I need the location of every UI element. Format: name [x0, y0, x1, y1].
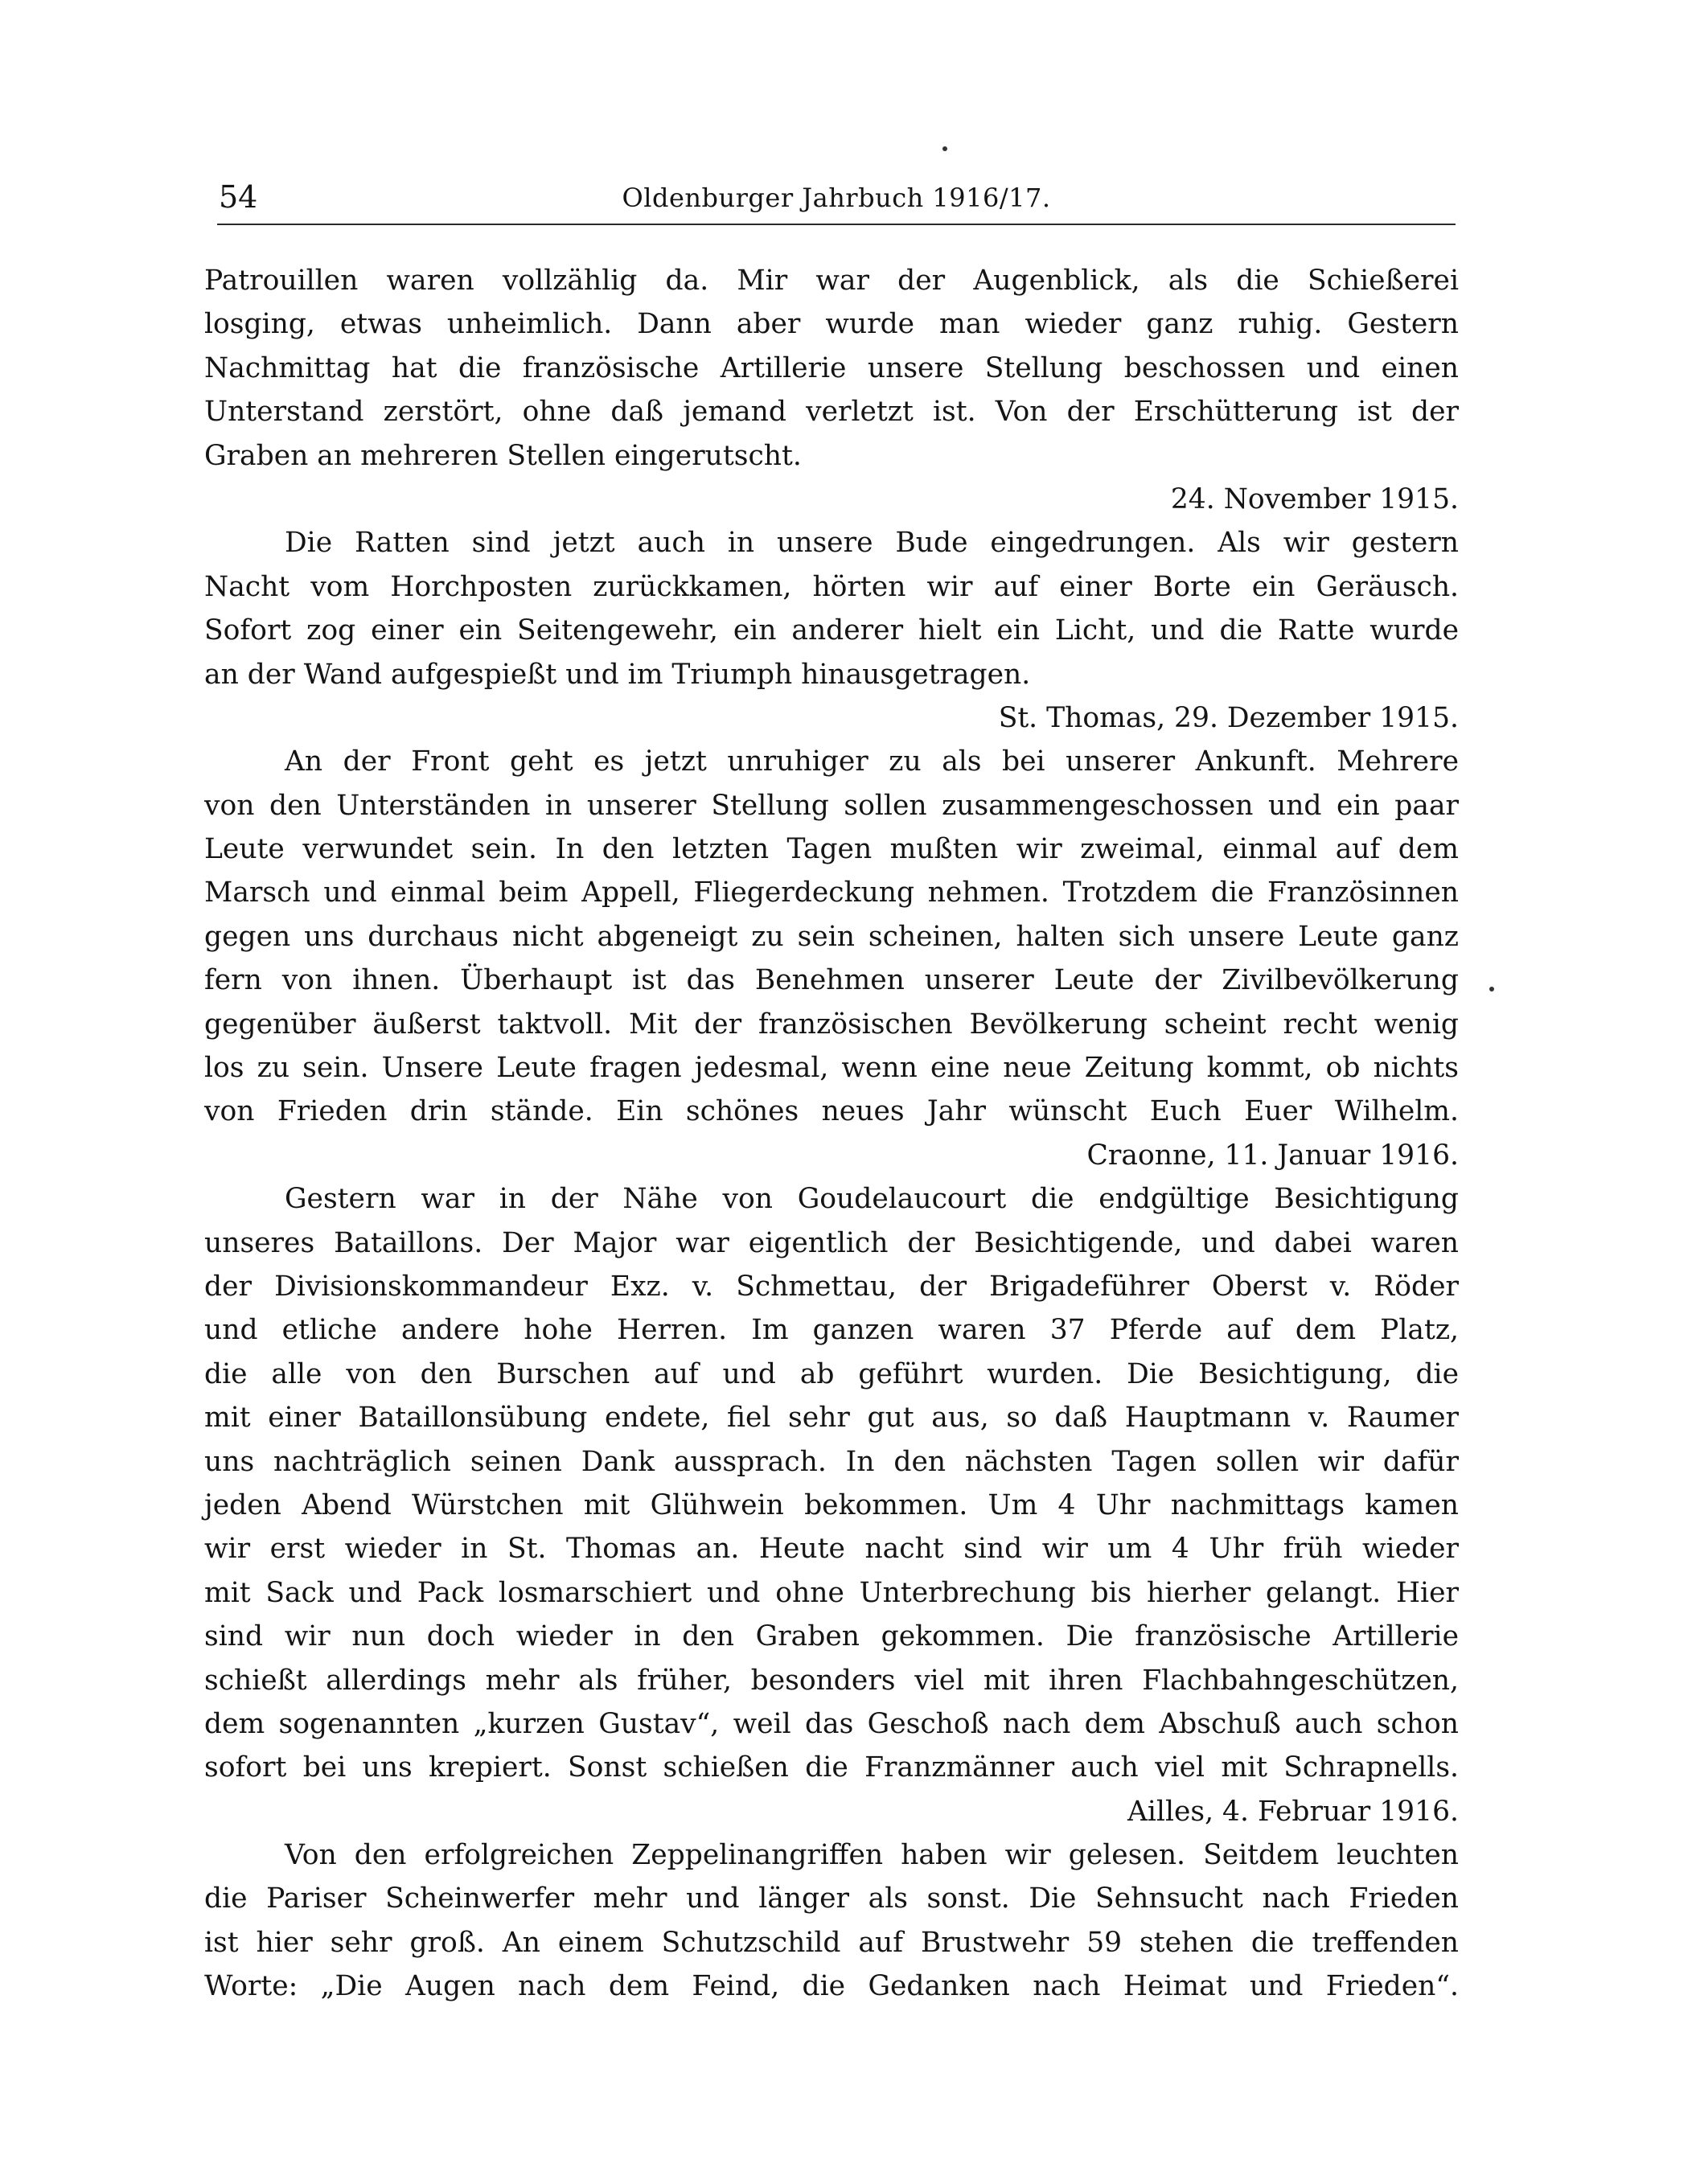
text-line: Unterstand zerstört, ohne daß jemand verletzt ist. Von der Erschütterung ist der	[204, 396, 1459, 429]
text-line: schießt allerdings mehr als früher, besonders viel mit ihren Flachbahngeschützen,	[204, 1664, 1459, 1697]
text-line: fern von ihnen. Überhaupt ist das Benehmen unserer Leute der Zivilbevölkerung	[204, 964, 1459, 997]
text-line: sofort bei uns krepiert. Sonst schießen die Franzmänner auch viel mit Schrapnells.	[204, 1751, 1459, 1784]
text-line: jeden Abend Würstchen mit Glühwein bekommen. Um 4 Uhr nachmittags kamen	[204, 1488, 1459, 1521]
body-text	[204, 259, 1459, 2009]
text-line: der Divisionskommandeur Exz. v. Schmettau, der Brigadeführer Oberst v. Röder	[204, 1270, 1459, 1303]
text-line: sind wir nun doch wieder in den Graben gekommen. Die französische Artillerie	[204, 1620, 1459, 1653]
ink-speck	[1489, 987, 1494, 991]
dateline: St. Thomas, 29. Dezember 1915.	[998, 701, 1459, 734]
text-line: und etliche andere hohe Herren. Im ganzen waren 37 Pferde auf dem Platz,	[204, 1314, 1459, 1347]
text-line: dem sogenannten „kurzen Gustav“, weil das Geschoß nach dem Abschuß auch schon	[204, 1707, 1459, 1740]
text-line: mit einer Bataillonsübung endete, fiel sehr gut aus, so daß Hauptmann v. Raumer	[204, 1402, 1459, 1435]
page-number: 54	[219, 179, 258, 215]
text-line: Sofort zog einer ein Seitengewehr, ein anderer hielt ein Licht, und die Ratte wurde	[204, 614, 1459, 647]
text-line: gegenüber äußerst taktvoll. Mit der französischen Bevölkerung scheint recht wenig	[204, 1008, 1459, 1041]
text-line: wir erst wieder in St. Thomas an. Heute nacht sind wir um 4 Uhr früh wieder	[204, 1533, 1459, 1566]
text-line: die Pariser Scheinwerfer mehr und länger als sonst. Die Sehnsucht nach Frieden	[204, 1882, 1459, 1915]
text-line: Die Ratten sind jetzt auch in unsere Bude eingedrungen. Als wir gestern	[285, 527, 1459, 560]
text-line: Worte: „Die Augen nach dem Feind, die Gedanken nach Heimat und Frieden“.	[204, 1970, 1459, 2003]
page-header	[217, 175, 1456, 225]
text-line: los zu sein. Unsere Leute fragen jedesmal, wenn eine neue Zeitung kommt, ob nichts	[204, 1052, 1459, 1085]
text-line: Leute verwundet sein. In den letzten Tagen mußten wir zweimal, einmal auf dem	[204, 833, 1459, 866]
text-line: losging, etwas unheimlich. Dann aber wurde man wieder ganz ruhig. Gestern	[204, 308, 1459, 341]
text-line: gegen uns durchaus nicht abgeneigt zu sein scheinen, halten sich unsere Leute ganz	[204, 920, 1459, 953]
text-line: Von den erfolgreichen Zeppelinangriffen haben wir gelesen. Seitdem leuchten	[285, 1839, 1459, 1872]
dateline: Ailles, 4. Februar 1916.	[1127, 1795, 1459, 1828]
ink-speck	[942, 146, 947, 151]
text-line: uns nachträglich seinen Dank aussprach. In den nächsten Tagen sollen wir dafür	[204, 1445, 1459, 1478]
text-line: Gestern war in der Nähe von Goudelaucourt die endgültige Besichtigung	[285, 1183, 1459, 1216]
text-line: An der Front geht es jetzt unruhiger zu als bei unserer Ankunft. Mehrere	[285, 745, 1459, 778]
text-line: Patrouillen waren vollzählig da. Mir war der Augenblick, als die Schießerei	[204, 265, 1459, 297]
text-line: ist hier sehr groß. An einem Schutzschild auf Brustwehr 59 stehen die treffenden	[204, 1926, 1459, 1959]
running-title: Oldenburger Jahrbuch 1916/17.	[622, 183, 1051, 213]
dateline: Craonne, 11. Januar 1916.	[1086, 1139, 1459, 1172]
dateline: 24. November 1915.	[1170, 482, 1459, 515]
text-line: Graben an mehreren Stellen eingerutscht.	[204, 439, 802, 472]
text-line: von Frieden drin stände. Ein schönes neues Jahr wünscht Euch Euer Wilhelm.	[204, 1095, 1459, 1128]
text-line: an der Wand aufgespießt und im Triumph hinausgetragen.	[204, 658, 1031, 691]
text-line: die alle von den Burschen auf und ab geführt wurden. Die Besichtigung, die	[204, 1357, 1459, 1390]
text-line: Nacht vom Horchposten zurückkamen, hörten wir auf einer Borte ein Geräusch.	[204, 570, 1459, 603]
text-line: von den Unterständen in unserer Stellung sollen zusammengeschossen und ein paar	[204, 789, 1459, 822]
text-line: mit Sack und Pack losmarschiert und ohne Unterbrechung bis hierher gelangt. Hier	[204, 1576, 1459, 1609]
text-line: Marsch und einmal beim Appell, Fliegerdeckung nehmen. Trotzdem die Französinnen	[204, 876, 1459, 909]
text-line: Nachmittag hat die französische Artillerie unsere Stellung beschossen und einen	[204, 351, 1459, 384]
text-line: unseres Bataillons. Der Major war eigentlich der Besichtigende, und dabei waren	[204, 1226, 1459, 1259]
